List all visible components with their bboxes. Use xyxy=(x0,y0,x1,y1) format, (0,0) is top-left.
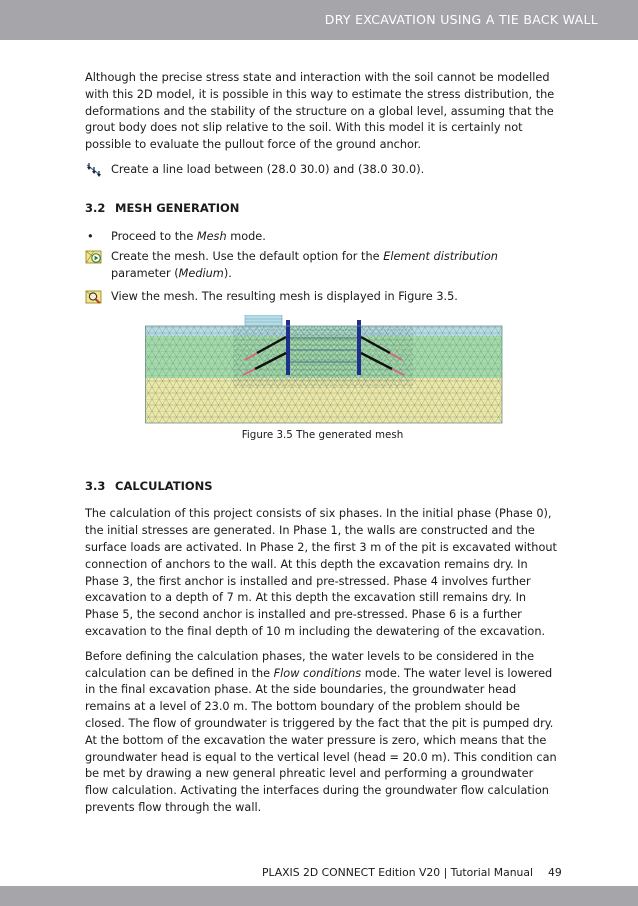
line-load-step-text: Create a line load between (28.0 30.0) and (38.0 30.0). xyxy=(111,162,425,176)
calculations-paragraph-2 xyxy=(85,649,560,817)
view-mesh-step-text: View the mesh. The resulting mesh is displayed in Figure 3.5. xyxy=(111,289,458,303)
parameter-name: Element distribution xyxy=(383,250,498,264)
left-wall xyxy=(286,320,290,375)
section-title: CALCULATIONS xyxy=(115,478,213,493)
paragraph-text: mode. The water level is lowered in the final excavation phase. At the side boundaries, the groundwater head remains at a level of 23.0 m. The bottom boundary of the problem should be closed. The flow of groundwater is triggered by the fact that the pit is pumped dry. At the bottom of the excavation the water pressure is zero, which means that the groundwater head is equal to the vertical level (head = 20.0 m). This condition can be met by drawing a new general phreatic level and performing a groundwater flow calculation. Activating the interfaces during the groundwater flow calculation prevents flow through the wall. xyxy=(85,666,557,814)
line-load-step xyxy=(85,162,560,179)
section-heading-calculations xyxy=(85,478,560,495)
paragraph-text: Before defining the calculation phases, the water levels to be considered in the calculation can be defined in the xyxy=(85,649,535,680)
page-content xyxy=(85,70,560,825)
flow-conditions-mode-name: Flow conditions xyxy=(273,666,362,680)
right-wall xyxy=(357,320,361,375)
parameter-value: Medium xyxy=(178,267,224,281)
bullet: • xyxy=(87,229,94,243)
footer-manual-title: PLAXIS 2D CONNECT Edition V20 | Tutorial Manual xyxy=(262,866,533,879)
section-title: MESH GENERATION xyxy=(115,200,240,215)
section-number: 3.3 xyxy=(85,478,106,493)
footer-bar xyxy=(0,886,638,906)
view-mesh-icon xyxy=(85,289,111,305)
section-number: 3.2 xyxy=(85,200,106,215)
mesh-mode-name: Mesh xyxy=(196,229,227,243)
generate-mesh-step xyxy=(85,249,560,283)
step-text: Proceed to the xyxy=(111,229,197,243)
line-load-icon xyxy=(85,162,111,178)
generated-mesh-image xyxy=(145,315,503,425)
header-bar xyxy=(0,0,638,40)
intro-paragraph: Although the precise stress state and interaction with the soil cannot be modelled with this 2D model, it is possible in this way to estimate the stress distribution, the deformations and the stability of the structure on a global level, assuming that the grout body does not slip relative to the soil. With this model it is certainly not possible to evaluate the pullout force of the ground anchor. xyxy=(85,71,555,152)
running-header-title: DRY EXCAVATION USING A TIE BACK WALL xyxy=(324,12,598,27)
section-heading-mesh-generation xyxy=(85,200,560,217)
generate-mesh-icon xyxy=(85,249,111,265)
page-number: 49 xyxy=(548,866,562,879)
mesh-mode-step xyxy=(85,229,560,246)
calculations-paragraph-1: The calculation of this project consists of six phases. In the initial phase (Phase 0), the initial stresses are generated. In Phase 1, the walls are constructed and the surface loads are activated. In Phase 2, the first 3 m of the pit is excavated without connection of anchors to the wall. At this depth the excavation remains dry. In Phase 3, the first anchor is installed and pre-stressed. Phase 4 involves further excavation to a depth of 7 m. At this depth the excavation still remains dry. In Phase 5, the second anchor is installed and pre-stressed. Phase 6 is a further excavation to the final depth of 10 m including the dewatering of the excavation. xyxy=(85,507,557,638)
step-text: parameter ( xyxy=(111,267,179,281)
step-text: mode. xyxy=(226,229,266,243)
view-mesh-step xyxy=(85,289,560,306)
step-text: ). xyxy=(223,267,232,281)
mesh-figure xyxy=(85,315,560,427)
line-load xyxy=(245,315,282,326)
step-text: Create the mesh. Use the default option for the xyxy=(111,250,384,264)
figure-caption: Figure 3.5 The generated mesh xyxy=(241,428,404,441)
